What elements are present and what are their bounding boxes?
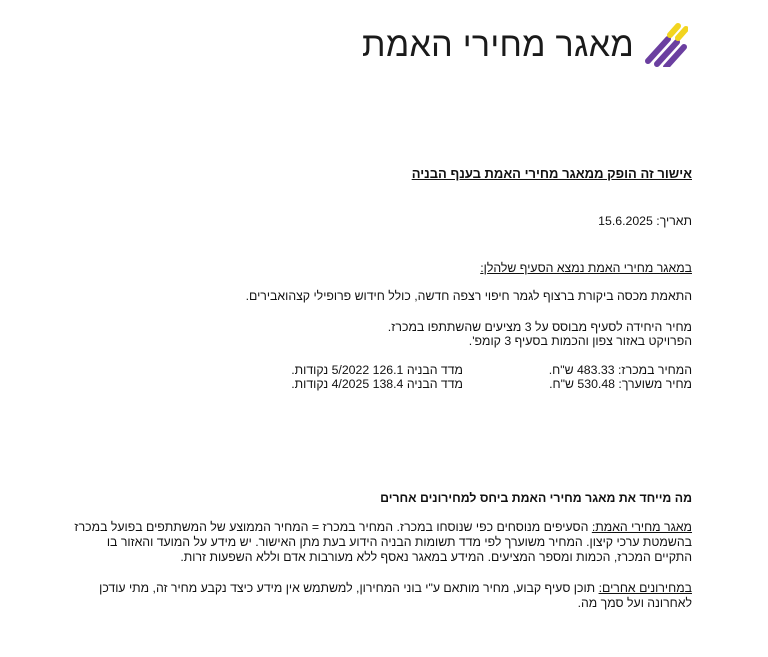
other-pricelists-paragraph (72, 581, 692, 611)
item-section-heading: במאגר מחירי האמת נמצא הסעיף שלהלן: (480, 261, 692, 275)
basis-line-1: מחיר היחידה לסעיף מבוסס על 3 מציעים שהשתתפו במכרז. (387, 320, 692, 334)
item-description: התאמת מכסה ביקורת ברצוף לגמר חיפוי רצפה חדשה, כולל חידוש פרופילי קצהואבירים. (245, 289, 692, 303)
slanted-stripes-logo-icon (644, 23, 688, 67)
tender-price: המחיר במכרז: 483.33 ש"ח. (548, 363, 692, 377)
price-row-tender (272, 363, 692, 378)
estimated-price: מחיר משוערך: 530.48 ש"ח. (549, 377, 692, 391)
truth-prices-paragraph (72, 520, 692, 565)
truth-prices-lead: מאגר מחירי האמת: (591, 520, 692, 534)
estimated-index: מדד הבניה 138.4 4/2025 נקודות. (291, 377, 463, 391)
price-row-estimated (272, 377, 692, 392)
other-pricelists-body: תוכן סעיף קבוע, מחיר מותאם ע"י בוני המחירון, למשתמש אין מידע כיצד נקבע מחיר זה, מתי עודכן לאחרונה ועל סמך מה. (99, 581, 692, 610)
other-pricelists-lead: במחירונים אחרים: (598, 581, 692, 595)
tender-index: מדד הבניה 126.1 5/2022 נקודות. (291, 363, 463, 377)
brand-name: מאגר מחירי האמת (362, 26, 634, 64)
brand-logo (362, 20, 688, 70)
comparison-heading: מה מייחד את מאגר מחירי האמת ביחס למחירונים אחרים (380, 491, 692, 505)
basis-line-2: הפרויקט באזור צפון והכמות בסעיף 3 קומפ'. (468, 334, 692, 348)
truth-prices-body: הסעיפים מנוסחים כפי שנוסחו במכרז. המחיר במכרז = המחיר הממוצע של המשתתפים בפועל במכרז בהשמטת ערכי קיצון. המחיר משוערך לפי מדד תשומות הבניה הידוע בעת מתן האישור. יש מידע על המועד והאזור בו התקיים המכרז, הכמות ומספר המציעים. המידע במאגר נאסף ללא מעורבות אדם וללא השפעות זרות. (74, 520, 692, 564)
document-title: אישור זה הופק ממאגר מחירי האמת בענף הבניה (411, 166, 692, 181)
document-date: תאריך: 15.6.2025 (598, 214, 692, 228)
